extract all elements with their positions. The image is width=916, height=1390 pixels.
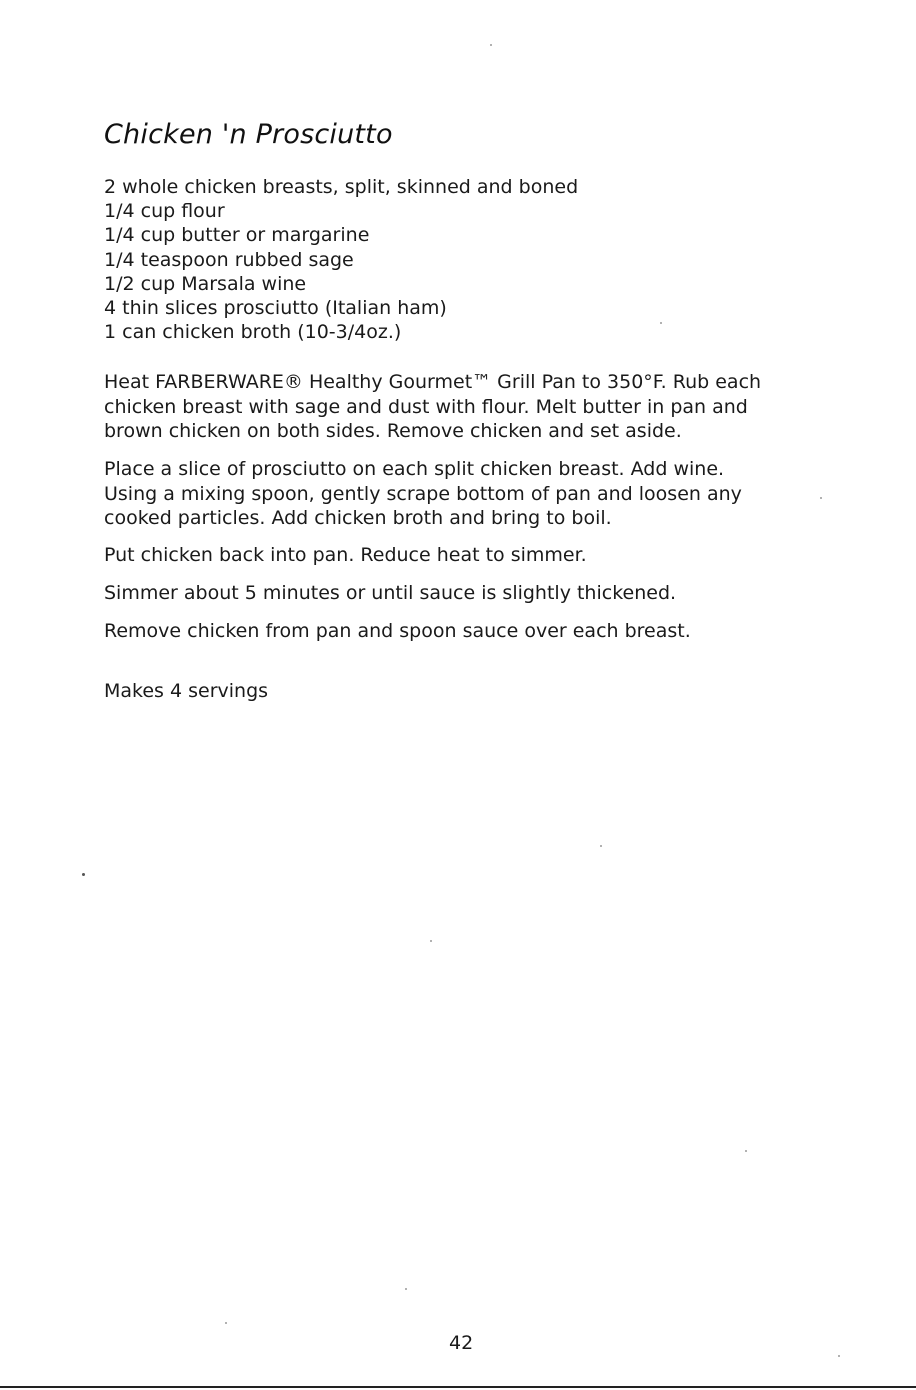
ingredient-item: 4 thin slices prosciutto (Italian ham) xyxy=(104,297,447,320)
ingredient-list xyxy=(104,175,578,344)
instruction-line: Remove chicken from pan and spoon sauce over each breast. xyxy=(104,620,691,642)
instruction-line: Place a slice of prosciutto on each split chicken breast. Add wine. xyxy=(104,458,725,480)
instruction-line: Using a mixing spoon, gently scrape bottom of pan and loosen any xyxy=(104,482,742,505)
instruction-step-1 xyxy=(104,370,761,444)
ingredient-item: 1/2 cup Marsala wine xyxy=(104,272,307,295)
recipe-title: Chicken 'n Prosciutto xyxy=(104,119,393,150)
bottom-border xyxy=(0,1386,916,1388)
instruction-line: Put chicken back into pan. Reduce heat to simmer. xyxy=(104,544,587,566)
instruction-line: brown chicken on both sides. Remove chicken and set aside. xyxy=(104,420,682,442)
instruction-step-2 xyxy=(104,457,742,531)
ingredient-item: 2 whole chicken breasts, split, skinned and boned xyxy=(104,176,579,198)
instruction-line: cooked particles. Add chicken broth and bring to boil. xyxy=(104,507,612,529)
instruction-line: Heat FARBERWARE® Healthy Gourmet™ Grill Pan to 350°F. Rub each xyxy=(104,371,762,393)
ingredient-item: 1/4 cup butter or margarine xyxy=(104,224,370,247)
ingredient-item: 1/4 cup flour xyxy=(104,200,225,223)
scan-speck xyxy=(490,44,492,46)
page-number: 42 xyxy=(449,1332,474,1354)
scan-speck xyxy=(600,845,602,847)
instruction-line: chicken breast with sage and dust with flour. Melt butter in pan and xyxy=(104,395,748,418)
instruction-step-3 xyxy=(104,543,587,568)
ingredient-item: 1/4 teaspoon rubbed sage xyxy=(104,248,354,271)
instruction-step-5 xyxy=(104,619,691,644)
scan-speck xyxy=(820,497,822,499)
scan-speck xyxy=(430,940,432,942)
instruction-step-4 xyxy=(104,581,676,606)
scan-speck xyxy=(745,1150,747,1152)
ingredient-item: 1 can chicken broth (10-3/4oz.) xyxy=(104,321,402,344)
scan-speck xyxy=(82,873,85,876)
scan-speck xyxy=(660,322,662,324)
scan-speck xyxy=(225,1322,227,1324)
instruction-line: Simmer about 5 minutes or until sauce is slightly thickened. xyxy=(104,582,677,604)
scan-speck xyxy=(838,1355,840,1357)
servings-note: Makes 4 servings xyxy=(104,680,269,702)
scan-speck xyxy=(405,1288,407,1290)
